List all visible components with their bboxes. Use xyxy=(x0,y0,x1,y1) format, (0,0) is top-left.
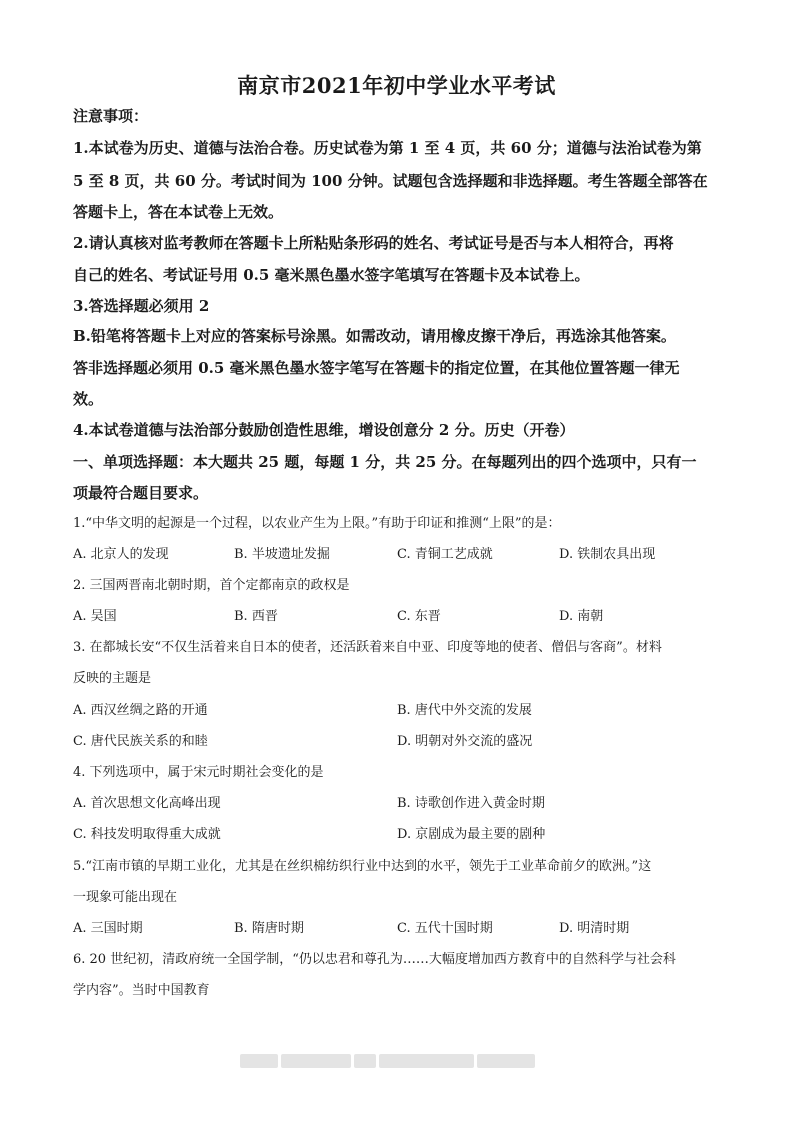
question-3-option-d: D. 明朝对外交流的盛况 xyxy=(397,734,533,749)
section-heading: 一、单项选择题：本大题共 25 题，每题 1 分，共 25 分。在每题列出的四个选项中，只有一 xyxy=(73,453,697,471)
question-4-stem: 4. 下列选项中，属于宋元时期社会变化的是 xyxy=(73,765,324,780)
question-4-option-c: C. 科技发明取得重大成就 xyxy=(73,827,221,842)
question-3-stem: 3. 在都城长安“不仅生活着来自日本的使者，还活跃着来自中亚、印度等地的使者、僧侣与客商”。材料 xyxy=(73,640,662,655)
question-2-stem: 2. 三国两晋南北朝时期，首个定都南京的政权是 xyxy=(73,578,350,593)
question-1-option-d: D. 铁制农具出现 xyxy=(559,547,656,562)
notice-line: 自己的姓名、考试证号用 0.5 毫米黑色墨水签字笔填写在答题卡及本试卷上。 xyxy=(73,266,590,284)
question-2-option-d: D. 南朝 xyxy=(559,609,604,624)
question-5-stem: 一现象可能出现在 xyxy=(73,890,178,905)
question-3-option-a: A. 西汉丝绸之路的开通 xyxy=(73,703,208,718)
question-3-stem: 反映的主题是 xyxy=(73,671,152,686)
notice-line: 4.本试卷道德与法治部分鼓励创造性思维，增设创意分 2 分。历史（开卷） xyxy=(73,421,575,439)
question-5-option-b: B. 隋唐时期 xyxy=(234,921,304,936)
question-3-option-c: C. 唐代民族关系的和睦 xyxy=(73,734,208,749)
notice-line: 5 至 8 页，共 60 分。考试时间为 100 分钟。试题包含选择题和非选择题。考生答题全部答在 xyxy=(73,172,708,190)
notice-line: 答非选择题必须用 0.5 毫米黑色墨水签字笔写在答题卡的指定位置，在其他位置答题一律无 xyxy=(73,359,680,377)
blurred-footer-watermark xyxy=(240,1054,555,1068)
question-2-option-a: A. 吴国 xyxy=(73,609,117,624)
notice-line: B.铅笔将答题卡上对应的答案标号涂黑。如需改动，请用橡皮擦干净后，再选涂其他答案。 xyxy=(73,327,676,345)
notice-line: 2.请认真核对监考教师在答题卡上所粘贴条形码的姓名、考试证号是否与本人相符合，再将 xyxy=(73,234,674,252)
section-heading: 项最符合题目要求。 xyxy=(73,484,209,502)
notice-line: 3.答选择题必须用 2 xyxy=(73,297,210,315)
exam-title: 南京市2021年初中学业水平考试 xyxy=(237,73,556,98)
notice-line: 效。 xyxy=(73,390,104,408)
question-4-option-a: A. 首次思想文化高峰出现 xyxy=(73,796,221,811)
question-3-option-b: B. 唐代中外交流的发展 xyxy=(397,703,532,718)
notice-heading: 注意事项： xyxy=(73,107,149,125)
question-6-stem: 6. 20 世纪初，清政府统一全国学制，“仍以忠君和尊孔为……大幅度增加西方教育中的自然科学与社会科 xyxy=(73,952,676,967)
notice-line: 1.本试卷为历史、道德与法治合卷。历史试卷为第 1 至 4 页，共 60 分；道德与法治试卷为第 xyxy=(73,139,702,157)
question-2-option-b: B. 西晋 xyxy=(234,609,278,624)
question-1-stem: 1.“中华文明的起源是一个过程，以农业产生为上限。”有助于印证和推测“上限”的是： xyxy=(73,516,561,531)
question-4-option-b: B. 诗歌创作进入黄金时期 xyxy=(397,796,545,811)
question-4-option-d: D. 京剧成为最主要的剧种 xyxy=(397,827,546,842)
question-6-stem: 学内容”。当时中国教育 xyxy=(73,983,210,998)
question-5-stem: 5.“江南市镇的早期工业化，尤其是在丝织棉纺织行业中达到的水平，领先于工业革命前夕的欧洲。”这 xyxy=(73,859,652,874)
notice-line: 答题卡上，答在本试卷上无效。 xyxy=(73,203,284,221)
question-1-option-b: B. 半坡遗址发掘 xyxy=(234,547,330,562)
question-5-option-a: A. 三国时期 xyxy=(73,921,143,936)
question-5-option-d: D. 明清时期 xyxy=(559,921,630,936)
question-1-option-a: A. 北京人的发现 xyxy=(73,547,169,562)
question-5-option-c: C. 五代十国时期 xyxy=(397,921,493,936)
question-1-option-c: C. 青铜工艺成就 xyxy=(397,547,493,562)
question-2-option-c: C. 东晋 xyxy=(397,609,441,624)
